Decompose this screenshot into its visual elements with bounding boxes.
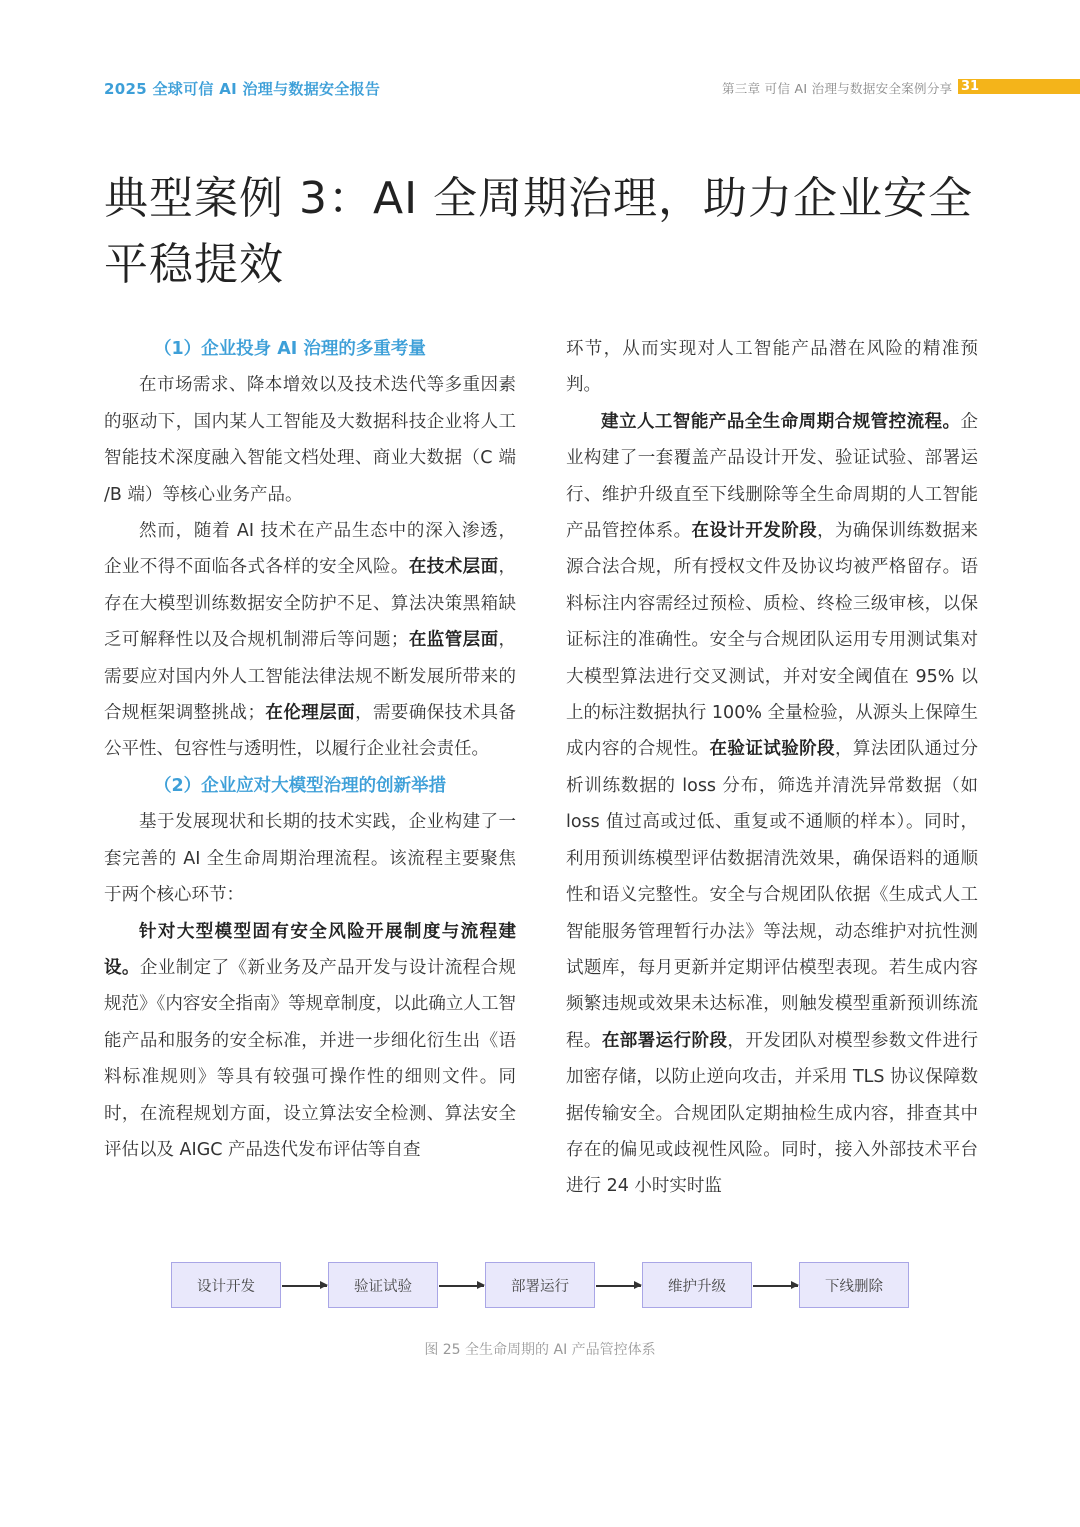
flow-arrow bbox=[596, 1285, 641, 1287]
paragraph bbox=[104, 914, 516, 1169]
report-title: 2025 全球可信 AI 治理与数据安全报告 bbox=[104, 80, 381, 98]
figure-caption: 图 25 全生命周期的 AI 产品管控体系 bbox=[424, 1342, 656, 1358]
text: ，为确保训练数据来源合法合规，所有授权文件及协议均被严格留存。语料标注内容需经过预检、质检、终检三级审核，以保证标注的准确性。安全与合规团队运用专用测试集对大模型算法进行交叉测试，并对安全阈值在 95% 以上的标注数据执行 100% 全量检验，从源头上保障生成内容的合规性。 bbox=[566, 521, 979, 760]
bold-text: 针对大型模型固有安全风险开展制度与流程建设。 bbox=[104, 921, 516, 978]
section-heading-1: （1）企业投身 AI 治理的多重考量 bbox=[154, 339, 426, 359]
left-column bbox=[104, 331, 516, 1168]
right-column bbox=[566, 331, 978, 1205]
bold-text: 在设计开发阶段 bbox=[691, 521, 818, 542]
text: ，需要应对国内外人工智能法律法规不断发展所带来的合规框架调整挑战； bbox=[104, 630, 517, 724]
bold-text: 在验证试验阶段 bbox=[709, 739, 835, 760]
flow-step-retire: 下线删除 bbox=[799, 1262, 909, 1308]
flow-step-deploy: 部署运行 bbox=[485, 1262, 595, 1308]
text: ，算法团队通过分析训练数据的 loss 分布，筛选并清洗异常数据（如 loss 值过高或过低、重复或不通顺的样本）。同时，利用预训练模型评估数据清洗效果，确保语料的通顺性和语义完整性。安全与合规团队依据《生成式人工智能服务管理暂行办法》等法规，动态维护对抗性测试题库，每月更新并定期评估模型表现。若生成内容频繁违规或效果未达标准，则触发模型重新预训练流程。 bbox=[566, 739, 979, 1051]
page-title-line1: 典型案例 3：AI 全周期治理，助力企业安全 bbox=[104, 173, 974, 224]
paragraph: 环节，从而实现对人工智能产品潜在风险的精准预判。 bbox=[566, 339, 978, 396]
text: ，开发团队对模型参数文件进行加密存储，以防止逆向攻击，并采用 TLS 协议保障数据传输安全。合规团队定期抽检生成内容，排查其中存在的偏见或歧视性风险。同时，接入外部技术平台进行 24 小时实时监 bbox=[566, 1030, 979, 1197]
flow-arrow bbox=[439, 1285, 484, 1287]
bold-text: 在部署运行阶段 bbox=[601, 1030, 728, 1051]
page-title bbox=[104, 166, 1004, 298]
text: 然而，随着 AI 技术在产品生态中的深入渗透，企业不得不面临各式各样的安全风险。 bbox=[104, 521, 516, 578]
chapter-title: 第三章 可信 AI 治理与数据安全案例分享 bbox=[722, 81, 953, 96]
paragraph: 在市场需求、降本增效以及技术迭代等多重因素的驱动下，国内某人工智能及大数据科技企业将人工智能技术深度融入智能文档处理、商业大数据（C 端 /B 端）等核心业务产品。 bbox=[104, 375, 516, 505]
bold-text: 在伦理层面 bbox=[264, 703, 356, 724]
text: ，存在大模型训练数据安全防护不足、算法决策黑箱缺乏可解释性以及合规机制滞后等问题； bbox=[104, 557, 517, 651]
paragraph bbox=[566, 404, 978, 1205]
flow-step-design: 设计开发 bbox=[171, 1262, 281, 1308]
paragraph: 基于发展现状和长期的技术实践，企业构建了一套完善的 AI 全生命周期治理流程。该流程主要聚焦于两个核心环节： bbox=[104, 812, 516, 906]
flow-step-verify: 验证试验 bbox=[328, 1262, 438, 1308]
text: 企业构建了一套覆盖产品设计开发、验证试验、部署运行、维护升级直至下线删除等全生命周期的人工智能产品管控体系。 bbox=[566, 411, 978, 542]
bold-text: 建立人工智能产品全生命周期合规管控流程。 bbox=[601, 411, 961, 432]
flow-arrow bbox=[282, 1285, 327, 1287]
bold-text: 在技术层面 bbox=[408, 557, 499, 578]
paragraph bbox=[104, 513, 516, 768]
text: ，需要确保技术具备公平性、包容性与透明性，以履行企业社会责任。 bbox=[104, 703, 517, 760]
flow-arrow bbox=[753, 1285, 798, 1287]
bold-text: 在监管层面 bbox=[408, 630, 499, 651]
text: 企业制定了《新业务及产品开发与设计流程合规规范》《内容安全指南》等规章制度，以此确立人工智能产品和服务的安全标准，并进一步细化衍生出《语料标准规则》等具有较强可操作性的细则文件。同时，在流程规划方面，设立算法安全检测、算法安全评估以及 AIGC 产品迭代发布评估等自查 bbox=[104, 957, 517, 1160]
section-heading-2: （2）企业应对大模型治理的创新举措 bbox=[154, 775, 447, 796]
page-number: 31 bbox=[961, 79, 980, 94]
flow-step-maintain: 维护升级 bbox=[642, 1262, 752, 1308]
page-title-line2: 平稳提效 bbox=[104, 239, 284, 290]
